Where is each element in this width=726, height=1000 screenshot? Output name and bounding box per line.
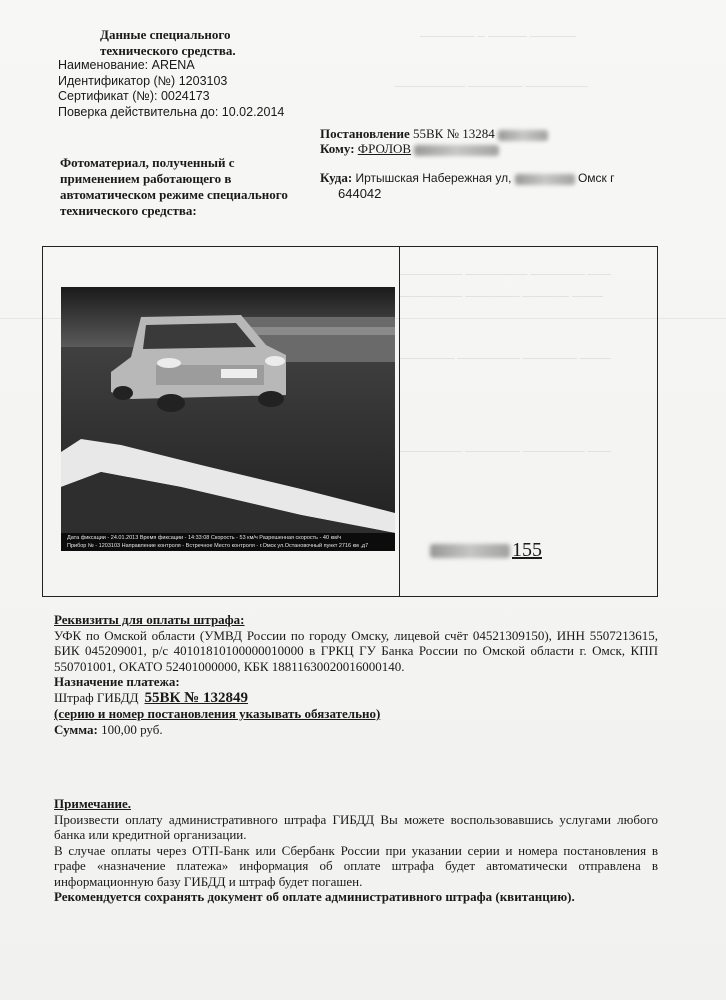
redaction-blur	[515, 174, 575, 185]
decree-number: 55ВК № 13284	[413, 126, 495, 141]
note-header: Примечание.	[54, 796, 131, 811]
photo-data-strip	[61, 533, 395, 551]
purpose-note: (серию и номер постановления указывать обязательно)	[54, 706, 381, 721]
purpose-header: Назначение платежа:	[54, 674, 180, 689]
payment-section	[54, 612, 658, 737]
device-info	[58, 27, 284, 120]
requisites-text: УФК по Омской области (УМВД России по городу Омску, лицевой счёт 04521309150), ИНН 5507213615, БИК 045209001, р/с 40101810100000010000 в ГРКЦ ГУ Банка России по Омской области г. Омск, КПП 550701001, ОКАТО 52401000000, КБК 18811630020016000140.	[54, 627, 658, 674]
device-name-row: Наименование: ARENA	[58, 58, 195, 72]
address-city: Омск г	[577, 171, 615, 185]
bleed-through-text: ───────── ─────── ────────	[395, 81, 588, 93]
note-paragraph-1: Произвести оплату административного штрафа ГИБДД Вы можете воспользовавшись услугами любого банка или кредитной организации.	[54, 811, 658, 842]
device-name-value: ARENA	[151, 58, 195, 72]
decree-title-row: Постановление 55ВК № 13284	[320, 126, 615, 141]
bleed-through-text: ──────── ─────── ──────── ───	[400, 446, 611, 458]
device-id-row: Идентификатор (№) 1203103	[58, 73, 228, 88]
device-heading: Данные специального технического средства.	[100, 27, 236, 58]
photo-frame	[42, 246, 658, 597]
address-postcode: 644042	[338, 186, 382, 201]
purpose-line: Штраф ГИБДД 55ВК № 132849	[54, 689, 248, 706]
device-cert-value: 0024173	[160, 89, 210, 103]
camera-photo-image	[61, 287, 395, 551]
stamp-number: 155	[430, 539, 542, 562]
sum-line: Сумма: 100,00 руб.	[54, 721, 163, 737]
device-cert-row: Сертификат (№): 0024173	[58, 89, 210, 103]
redaction-blur	[414, 145, 499, 156]
photo-strip-line-2: Прибор № - 1203103 Направление контроля - Встречное Место контроля - г.Омск ул.Остановочный пункт 2716 км ,д7	[67, 543, 369, 549]
redaction-blur	[498, 130, 548, 141]
decree-address-row: Куда: Иртышская Набережная ул, Омск г	[320, 170, 615, 185]
decree-recipient-row: Кому: ФРОЛОВ	[320, 141, 615, 156]
photo-strip-line-1: Дата фиксации - 24.01.2013 Время фиксации - 14:33:08 Скорость - 53 км/ч Разрешенная скорость - 40 км/ч	[67, 535, 342, 541]
photo-caption: Фотоматериал, полученный с применением работающего в автоматическом режиме специального технического средства:	[60, 155, 288, 218]
note-paragraph-2: В случае оплаты через ОТП-Банк или Сбербанк России при указании серии и номера постановления в графе «назначение платежа» информация об оплате штрафа будет автоматически отправлена в информационную базу ГИБДД и штраф будет погашен.	[54, 842, 658, 889]
redaction-blur	[430, 544, 510, 558]
bleed-through-text: ──────── ─────── ────── ────	[400, 291, 604, 303]
bleed-through-text: ─────── ──────── ─────── ────	[400, 353, 611, 365]
frame-divider	[399, 247, 400, 596]
bleed-through-text: ─────── ─ ───── ──────	[420, 31, 577, 43]
device-id-value: 1203103	[178, 73, 228, 88]
note-section	[54, 796, 658, 905]
bleed-through-text: ──────── ──────── ─────── ───	[400, 269, 611, 281]
recipient-name: ФРОЛОВ	[357, 141, 412, 156]
purpose-number: 55ВК № 132849	[144, 689, 248, 706]
decree-info	[320, 126, 615, 201]
sum-value: 100,00 руб.	[101, 721, 163, 737]
address-street: Иртышская Набережная ул,	[355, 171, 512, 185]
device-verification-value: 10.02.2014	[221, 104, 285, 119]
requisites-header: Реквизиты для оплаты штрафа:	[54, 612, 245, 627]
camera-photo	[61, 287, 395, 551]
device-verification-row: Поверка действительна до: 10.02.2014	[58, 104, 285, 119]
note-paragraph-3: Рекомендуется сохранять документ об оплате административного штрафа (квитанцию).	[54, 889, 575, 904]
